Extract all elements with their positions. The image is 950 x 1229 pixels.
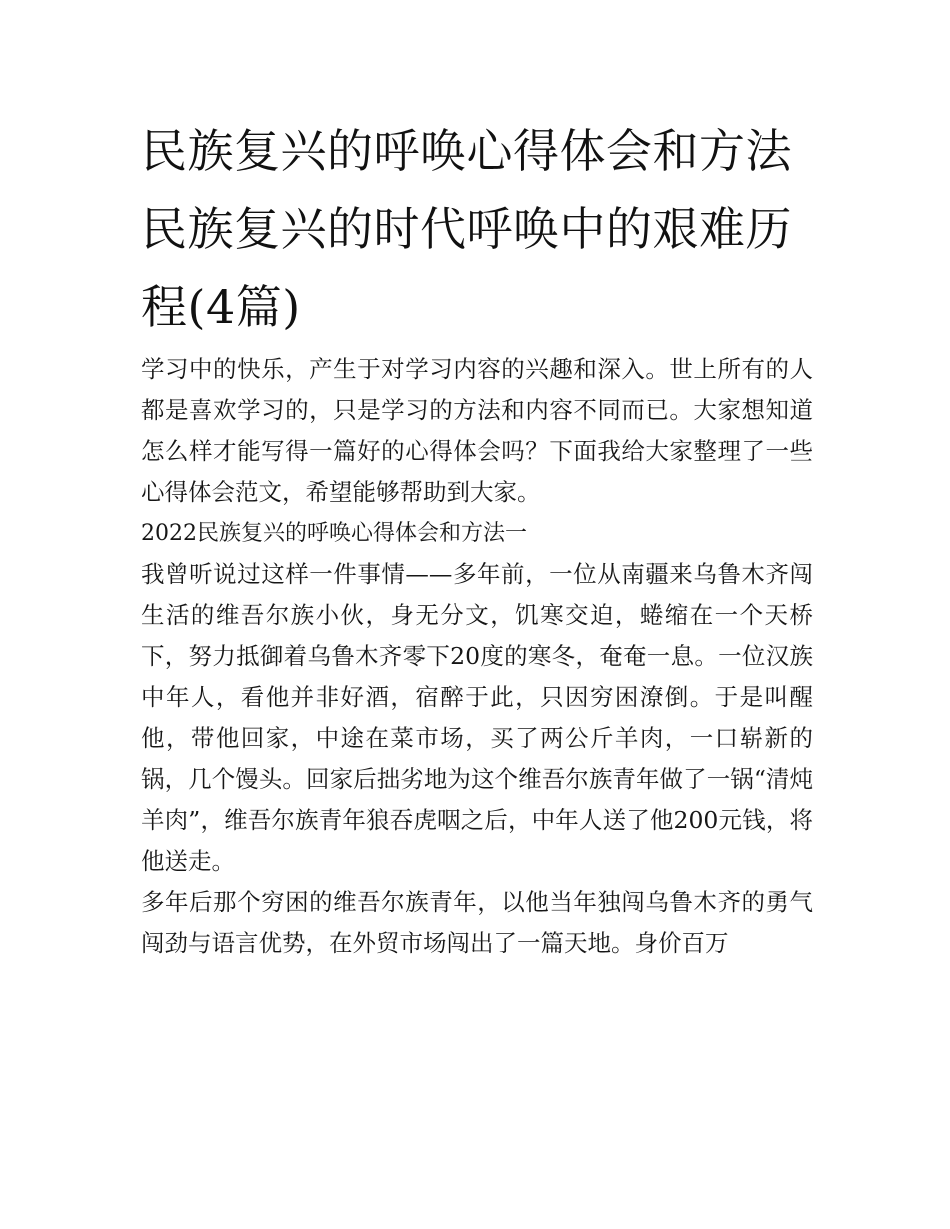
document-title: 民族复兴的呼唤心得体会和方法 民族复兴的时代呼唤中的艰难历程(4篇)	[141, 124, 792, 334]
document-page	[141, 112, 813, 964]
section-heading: 2022民族复兴的呼唤心得体会和方法一	[141, 521, 527, 546]
body-paragraph-1: 我曾听说过这样一件事情——多年前，一位从南疆来乌鲁木齐闯生活的维吾尔族小伙，身无分文，饥寒交迫，蜷缩在一个天桥下，努力抵御着乌鲁木齐零下20度的寒冬，奄奄一息。一位汉族中年人，看他并非好酒，宿醉于此，只因穷困潦倒。于是叫醒他，带他回家，中途在菜市场，买了两公斤羊肉，一口崭新的锅，几个馒头。回家后拙劣地为这个维吾尔族青年做了一锅“清炖羊肉”，维吾尔族青年狼吞虎咽之后，中年人送了他200元钱，将他送走。	[141, 560, 813, 875]
body-paragraph-2: 多年后那个穷困的维吾尔族青年，以他当年独闯乌鲁木齐的勇气闯劲与语言优势，在外贸市场闯出了一篇天地。身价百万	[141, 888, 813, 957]
intro-paragraph: 学习中的快乐，产生于对学习内容的兴趣和深入。世上所有的人都是喜欢学习的，只是学习的方法和内容不同而已。大家想知道怎么样才能写得一篇好的心得体会吗？下面我给大家整理了一些心得体会范文，希望能够帮助到大家。	[141, 355, 813, 506]
